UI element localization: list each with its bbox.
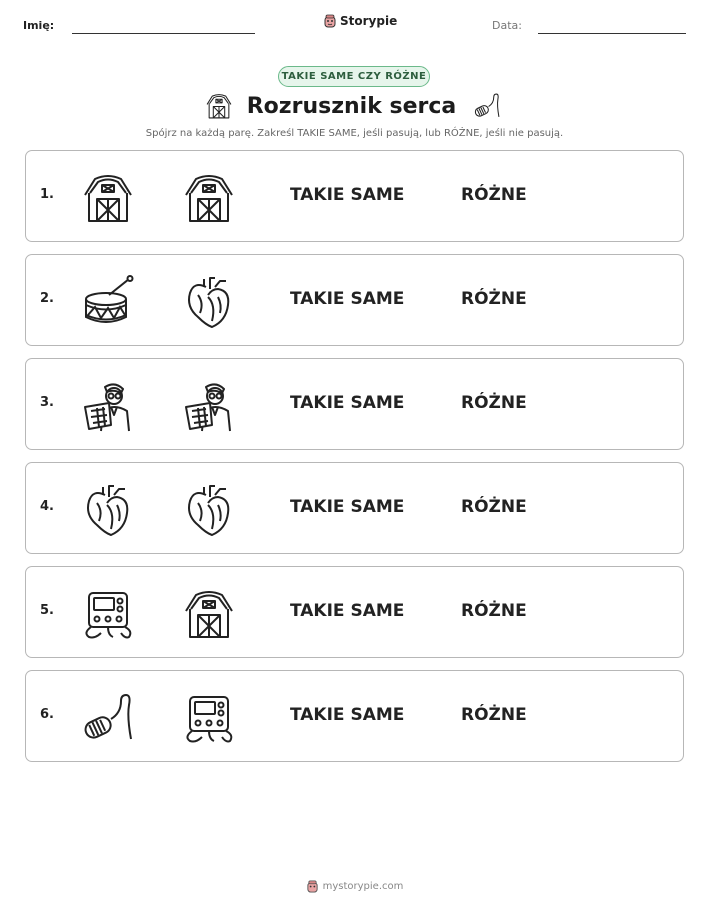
- option-same[interactable]: TAKIE SAME: [290, 601, 405, 621]
- heart-icon: [81, 483, 135, 537]
- doctor-icon: [182, 379, 236, 433]
- name-field[interactable]: [72, 33, 255, 34]
- date-label: Data:: [492, 19, 522, 32]
- option-different[interactable]: RÓŻNE: [461, 185, 527, 205]
- row-number: 4.: [40, 499, 54, 514]
- heart-icon: [182, 483, 236, 537]
- row-number: 1.: [40, 187, 54, 202]
- name-label: Imię:: [23, 19, 55, 32]
- worksheet-type-badge: TAKIE SAME CZY RÓŻNE: [278, 66, 430, 87]
- barn-icon: [205, 92, 233, 120]
- option-same[interactable]: TAKIE SAME: [290, 185, 405, 205]
- row-number: 5.: [40, 603, 54, 618]
- pair-row-2: [25, 254, 684, 346]
- option-different[interactable]: RÓŻNE: [461, 601, 527, 621]
- pair-row-3: [25, 358, 684, 450]
- option-different[interactable]: RÓŻNE: [461, 289, 527, 309]
- storypie-logo-icon: [306, 880, 319, 893]
- title-row: [0, 92, 709, 120]
- pair-row-5: [25, 566, 684, 658]
- brand-name: Storypie: [340, 14, 398, 28]
- option-different[interactable]: RÓŻNE: [461, 393, 527, 413]
- pair-row-1: [25, 150, 684, 242]
- row-number: 6.: [40, 707, 54, 722]
- heart-icon: [182, 275, 236, 329]
- option-same[interactable]: TAKIE SAME: [290, 289, 405, 309]
- page-title: Rozrusznik serca: [246, 93, 457, 119]
- footer: [0, 880, 709, 893]
- option-same[interactable]: TAKIE SAME: [290, 393, 405, 413]
- pair-row-4: [25, 462, 684, 554]
- barn-icon: [81, 171, 135, 225]
- option-different[interactable]: RÓŻNE: [461, 705, 527, 725]
- option-same[interactable]: TAKIE SAME: [290, 705, 405, 725]
- storypie-logo-icon: [323, 14, 337, 28]
- row-number: 3.: [40, 395, 54, 410]
- option-different[interactable]: RÓŻNE: [461, 497, 527, 517]
- barn-icon: [182, 171, 236, 225]
- doctor-icon: [81, 379, 135, 433]
- drum-icon: [81, 275, 135, 329]
- barn-icon: [182, 587, 236, 641]
- row-number: 2.: [40, 291, 54, 306]
- monitor-icon: [81, 587, 135, 641]
- brand: [323, 14, 397, 28]
- instructions: Spójrz na każdą parę. Zakreśl TAKIE SAME, jeśli pasują, lub RÓŻNE, jeśli nie pasują.: [145, 128, 564, 139]
- monitor-icon: [182, 691, 236, 745]
- pair-row-6: [25, 670, 684, 762]
- pacemaker-icon: [470, 92, 504, 120]
- option-same[interactable]: TAKIE SAME: [290, 497, 405, 517]
- footer-url[interactable]: mystorypie.com: [322, 881, 404, 892]
- pacemaker-icon: [81, 691, 135, 745]
- date-field[interactable]: [538, 33, 686, 34]
